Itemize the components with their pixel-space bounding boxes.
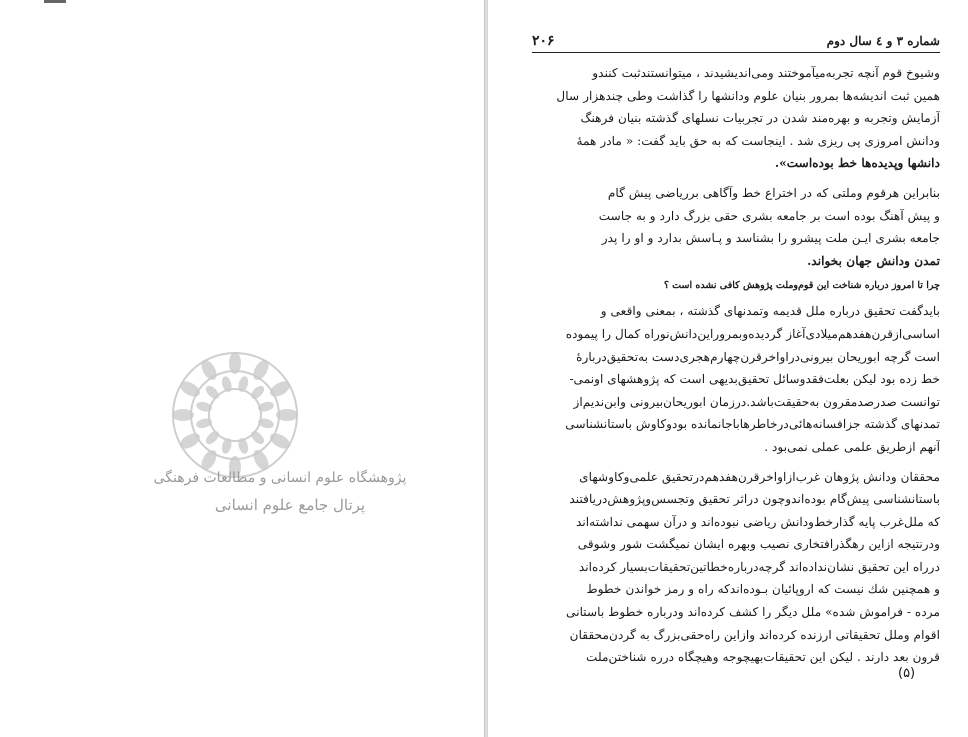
text-line: مرده - فراموش شده» ملل دیگر را کشف کرده‌اند ودرباره خطوط باستانی bbox=[566, 605, 940, 620]
text-line: تمدنهای گذشته جزافسانه‌هائی‌درخاطرهاباجانمانده بودوکاوش باستانشناسی bbox=[565, 417, 940, 432]
watermark-portal-text: پرتال جامع علوم انسانی bbox=[214, 496, 366, 514]
text-line: توانست صدرصدمقرون به‌حقیقت‌باشد.درزمان ابوریحان‌بیرونی وابن‌ندیم‌از bbox=[573, 394, 940, 409]
text-line: دانشها وپدیده‌ها خط بوده‌است». bbox=[774, 156, 940, 171]
text-line: درراه این تحقیق نشان‌نداده‌اند گرچه‌درباره‌خطاتین‌تحقیقات‌بسیار کرده‌اند bbox=[578, 559, 940, 574]
text-line: وشیوخ قوم آنچه تجربه‌میآموختند ومی‌اندیشیدند ، میتوانستندثبت کنندو bbox=[592, 66, 940, 80]
text-line: خط زده بود لیکن بعلت‌فقدوسائل تحقیق‌بدیهی است که پژوهشهای اونمی- bbox=[569, 372, 940, 387]
text-line: اساسی‌ازقرن‌هفدهم‌میلادی‌آغاز گردیده‌وبمرور‌این‌دانش‌نوراه کمال را پیموده bbox=[565, 326, 940, 341]
section-subheading: چرا تا امروز درباره شناخت این قوم‌وملت پژوهش کافی نشده است ؟ bbox=[663, 280, 940, 292]
text-line: که ملل‌غرب پایه گذارخط‌ودانش ریاضی نبوده‌اند و درآن سهمی نداشته‌اند bbox=[576, 514, 940, 529]
footnote-marker: (۵) bbox=[898, 666, 916, 681]
text-line: بایدگفت تحقیق درباره ملل قدیمه وتمدنهای گذشته ، بمعنی واقعی و bbox=[600, 304, 940, 319]
paragraph-gap bbox=[538, 175, 940, 182]
page-number: ۲۰۶ bbox=[532, 33, 555, 49]
text-line: است گرچه ابوریحان بیرونی‌دراواخرقرن‌چهارم‌هجری‌دست به‌تحقیق‌دربارهٔ bbox=[576, 349, 940, 364]
text-line: و همچنین شك نیست که اروپائیان بـوده‌اندکه راه و رمز خواندن خطوط bbox=[586, 582, 940, 597]
text-line: و پیش آهنگ بوده است بر جامعه بشری حقی بزرگ دارد و به جاست bbox=[598, 208, 940, 223]
journal-issue-title: شماره ۳ و ٤ سال دوم bbox=[826, 34, 940, 48]
scan-corner-mark bbox=[44, 0, 66, 3]
text-line: آزمایش وتجربه و بهره‌مند شدن در تجربیات نسلهای گذشته بنیان فرهنگ bbox=[580, 111, 940, 126]
text-line: اقوام وملل تحقیقاتی ارزنده کرده‌اند وازاین راه‌حقی‌بزرگ به گردن‌محققان bbox=[569, 627, 940, 642]
text-line: باستانشناسی پیش‌گام بوده‌اندوچون دراثر تحقیق وتجسس‌وپژوهش‌دریافتند bbox=[569, 492, 940, 507]
text-line: بنابراین هرقوم وملتی که در اختراع خط وآگاهی برریاضی پیش گام bbox=[607, 185, 940, 200]
article-body bbox=[538, 62, 940, 669]
text-line: همین ثبت اندیشه‌ها بمرور بنیان علوم ودانشها را گذاشت وطی چندهزار سال bbox=[556, 88, 940, 103]
text-line: ودانش امروزی پی ریزی شد . اینجاست که به حق باید گفت: « مادر همهٔ bbox=[576, 133, 940, 148]
text-line: محققان ودانش پژوهان غرب‌ازاواخرقرن‌هفدهم‌درتحقیق علمی‌وکاوشهای bbox=[579, 469, 940, 484]
running-header bbox=[532, 32, 940, 53]
text-line: قرون بعد دارند . لیکن این تحقیقات‌بهیچوجه وهیچگاه درره شناختن‌ملت bbox=[585, 650, 940, 665]
text-line: جامعه بشری ایـن ملت پیشرو را بشناسد و پـاسش بدارد و او را پدر bbox=[601, 231, 940, 246]
text-line: آنهم ازطریق علمی عملی نمی‌بود . bbox=[764, 439, 940, 454]
paragraph-gap bbox=[538, 459, 940, 466]
text-line: ودرنتیجه ازاین رهگذرافتخاری نصیب وبهره ایشان نمیگشت شور وشوقی bbox=[577, 537, 940, 552]
text-line: تمدن ودانش جهان بخواند. bbox=[807, 253, 940, 268]
watermark-institute-text: پژوهشگاه علوم انسانی و مطالعات فرهنگی bbox=[153, 470, 407, 486]
